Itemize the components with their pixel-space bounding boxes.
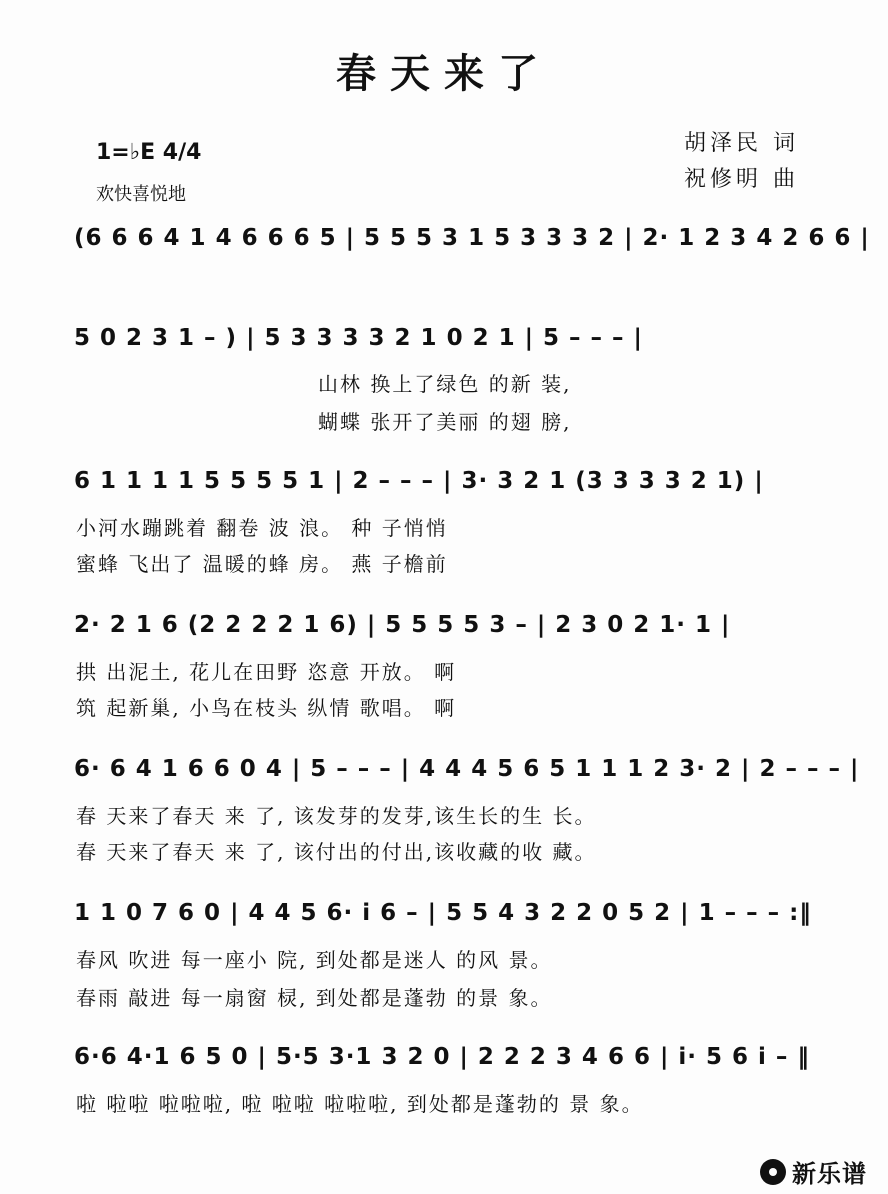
lyrics-line-2-verse-2: 蝴蝶 张开了美丽 的翅 膀, — [318, 410, 572, 434]
notation-line-4: 2· 2 1 6 (2 2 2 2 1 6) | 5 5 5 5 3 – | 2 3 0 2 1· 1 | — [74, 612, 731, 638]
notation-line-1: (6 6 6 4 1 4 6 6 6 5 | 5 5 5 3 1 5 3 3 3 2 | 2· 1 2 3 4 2 6 6 | — [74, 225, 870, 251]
lyrics-line-3-verse-1: 小河水蹦跳着 翻卷 波 浪。 种 子悄悄 — [76, 516, 448, 540]
tempo-marking: 欢快喜悦地 — [96, 184, 186, 205]
disc-icon — [760, 1159, 786, 1185]
notation-line-5: 6· 6 4 1 6 6 0 4 | 5 – – – | 4 4 4 5 6 5 1 1 1 2 3· 2 | 2 – – – | — [74, 756, 860, 782]
lyrics-line-4-verse-1: 拱 出泥土, 花儿在田野 恣意 开放。 啊 — [76, 660, 457, 684]
lyrics-line-6-verse-2: 春雨 敲进 每一扇窗 棂, 到处都是蓬勃 的景 象。 — [76, 986, 553, 1010]
lyrics-line-2-verse-1: 山林 换上了绿色 的新 装, — [318, 372, 572, 396]
notation-line-7: 6·6 4·1 6 5 0 | 5·5 3·1 3 2 0 | 2 2 2 3 4 6 6 | i· 5 6 i – ‖ — [74, 1044, 810, 1070]
lyrics-line-7-verse-1: 啦 啦啦 啦啦啦, 啦 啦啦 啦啦啦, 到处都是蓬勃的 景 象。 — [76, 1092, 644, 1116]
song-title: 春天来了 — [336, 50, 552, 97]
notation-line-6: 1 1 0 7 6 0 | 4 4 5 6· i 6 – | 5 5 4 3 2 2 0 5 2 | 1 – – – :‖ — [74, 900, 812, 926]
lyrics-line-5-verse-2: 春 天来了春天 来 了, 该付出的付出,该收藏的收 藏。 — [76, 840, 597, 864]
lyrics-line-5-verse-1: 春 天来了春天 来 了, 该发芽的发芽,该生长的生 长。 — [76, 804, 597, 828]
lyrics-line-3-verse-2: 蜜蜂 飞出了 温暖的蜂 房。 燕 子檐前 — [76, 552, 448, 576]
publisher-logo — [760, 1154, 867, 1189]
notation-line-2: 5 0 2 3 1 – ) | 5 3 3 3 3 2 1 0 2 1 | 5 – – – | — [74, 325, 643, 351]
lyrics-line-4-verse-2: 筑 起新巢, 小鸟在枝头 纵情 歌唱。 啊 — [76, 696, 457, 720]
lyrics-line-6-verse-1: 春风 吹进 每一座小 院, 到处都是迷人 的风 景。 — [76, 948, 553, 972]
logo-text: 新乐谱 — [792, 1160, 867, 1188]
notation-line-3: 6 1 1 1 1 5 5 5 5 1 | 2 – – – | 3· 3 2 1 (3 3 3 3 2 1) | — [74, 468, 764, 494]
composer-credit: 祝修明 曲 — [684, 167, 799, 192]
key-signature: 1=♭E 4/4 — [96, 140, 202, 165]
lyricist-credit: 胡泽民 词 — [684, 131, 799, 156]
